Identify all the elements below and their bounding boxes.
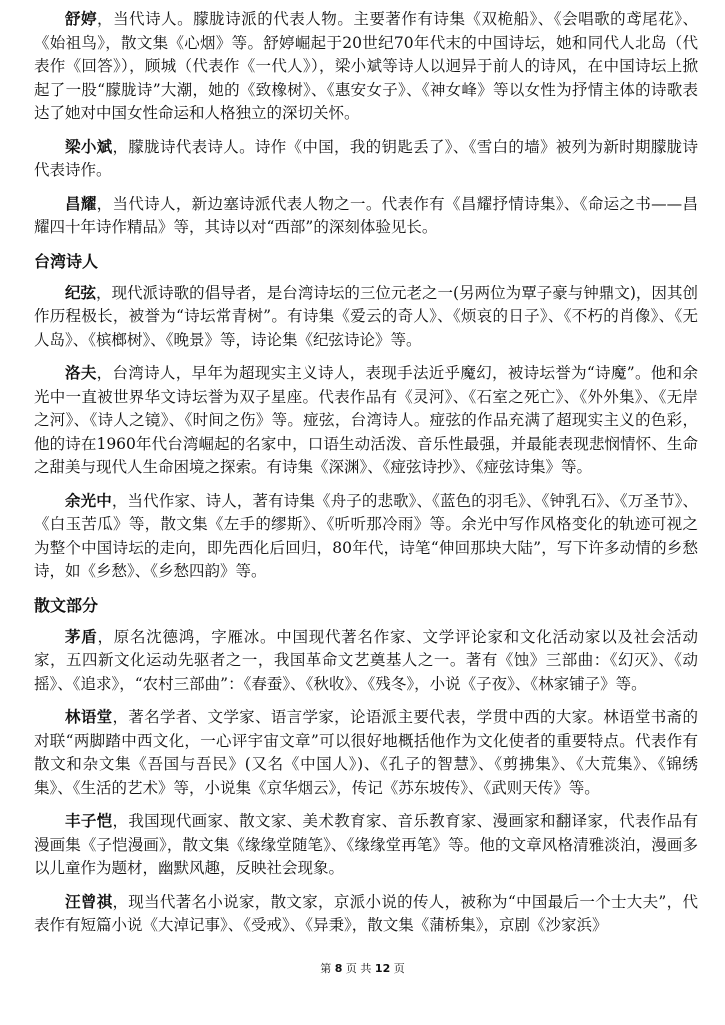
entry-name: 昌耀 xyxy=(65,194,97,213)
section-prose xyxy=(34,594,698,938)
entry-changyao xyxy=(34,193,698,240)
entry-fengzikai xyxy=(34,810,698,881)
footer-suffix: 页 xyxy=(393,962,405,975)
entry-text: ，当代诗人。朦胧诗派的代表人物。主要著作有诗集《双桅船》、《会唱歌的鸢尾花》、《始祖鸟》，散文集《心烟》等。舒婷崛起于20世纪70年代末的中国诗坛，她和同代人北岛（代表作《回答》），顾城（代表作《一代人》），梁小斌等诗人以迥异于前人的诗风，在中国诗坛上掀起了一股“朦胧诗”大潮，她的《致橡树》、《惠安女子》、《神女峰》等以女性为抒情主体的诗歌表达了她对中国女性命运和人格独立的深切关怀。 xyxy=(34,10,698,122)
entry-text: ，现代派诗歌的倡导者，是台湾诗坛的三位元老之一(另两位为覃子豪与钟鼎文)，因其创作历程极长，被誉为“诗坛常青树”。有诗集《爱云的奇人》、《烦哀的日子》、《不朽的肖像》、《无人岛》、《槟榔树》、《晚景》等，诗论集《纪弦诗论》等。 xyxy=(34,283,698,349)
footer-prefix: 第 xyxy=(320,962,332,975)
entry-text: ，现当代著名小说家，散文家，京派小说的传人，被称为“中国最后一个士大夫”，代表作有短篇小说《大淖记事》、《受戒》、《异秉》，散文集《蒲桥集》，京剧《沙家浜》 xyxy=(34,892,698,934)
entry-name: 丰子恺 xyxy=(65,812,113,830)
entry-name: 洛夫 xyxy=(65,364,97,382)
entry-text: ，当代诗人，新边塞诗派代表人物之一。代表作有《昌耀抒情诗集》、《命运之书——昌耀四十年诗作精品》等，其诗以对“西部”的深刻体验见长。 xyxy=(34,194,698,236)
entry-linyutang xyxy=(34,706,698,800)
entry-name: 舒婷 xyxy=(65,10,98,28)
entry-liangxiaobin xyxy=(34,136,698,183)
entry-name: 茅盾 xyxy=(65,627,98,646)
entry-text: ，台湾诗人，早年为超现实主义诗人，表现手法近乎魔幻，被诗坛誉为“诗魔”。他和余光中一直被世界华文诗坛誉为双子星座。代表作品有《灵河》、《石室之死亡》、《外外集》、《无岸之河》、《诗人之镜》、《时间之伤》等。痖弦，台湾诗人。痖弦的作品充满了超现实主义的色彩，他的诗在1960年代台湾崛起的名家中，口语生动活泼、音乐性最强，并最能表现悲悯情怀、生命之甜美与现代人生命困境之探索。有诗集《深渊》、《痖弦诗抄》、《痖弦诗集》等。 xyxy=(34,364,698,476)
entry-name: 纪弦 xyxy=(65,283,97,302)
entry-text: ，朦胧诗代表诗人。诗作《中国，我的钥匙丢了》、《雪白的墙》被列为新时期朦胧诗代表诗作。 xyxy=(34,137,698,179)
entry-yuguangzhong xyxy=(34,490,698,584)
document-body xyxy=(34,8,698,948)
entry-text: ，著名学者、文学家、语言学家，论语派主要代表，学贯中西的大家。林语堂书斋的对联“两脚踏中西文化，一心评宇宙文章”可以很好地概括他作为文化使者的重要特点。代表作有散文和杂文集《吾国与吾民》(又名《中国人》)、《孔子的智慧》、《剪拂集》、《大荒集》、《锦绣集》、《生活的艺术》等，小说集《京华烟云》，传记《苏东坡传》、《武则天传》等。 xyxy=(34,708,698,797)
entry-luofu xyxy=(34,362,698,480)
page-footer xyxy=(0,960,725,976)
entry-name: 汪曾祺 xyxy=(65,892,113,911)
entry-name: 梁小斌 xyxy=(65,137,113,156)
entry-shuting xyxy=(34,8,698,126)
entry-maodun xyxy=(34,626,698,697)
section-heading: 台湾诗人 xyxy=(34,251,99,271)
entry-text: ，原名沈德鸿，字雁冰。中国现代著名作家、文学评论家和文化活动家以及社会活动家，五四新文化运动先驱者之一，我国革命文艺奠基人之一。著有《蚀》三部曲：《幻灭》、《动摇》、《追求》，“农村三部曲”：《春蚕》、《秋收》、《残冬》，小说《子夜》、《林家铺子》等。 xyxy=(34,627,698,693)
entry-jixian xyxy=(34,282,698,353)
page-total: 12 xyxy=(374,962,391,975)
entry-wangzengqi xyxy=(34,891,698,938)
entry-text: ，当代作家、诗人，著有诗集《舟子的悲歌》、《蓝色的羽毛》、《钟乳石》、《万圣节》、《白玉苦瓜》等，散文集《左手的缪斯》、《听听那冷雨》等。余光中写作风格变化的轨迹可视之为整个中国诗坛的走向，即先西化后回归，80年代，诗笔“伸回那块大陆”，写下许多动情的乡愁诗，如《乡愁》、《乡愁四韵》等。 xyxy=(34,491,698,580)
section-taiwan-poets xyxy=(34,250,698,584)
page-number: 8 xyxy=(334,962,343,975)
entry-name: 余光中 xyxy=(65,491,112,510)
section-poets-mainland xyxy=(34,8,698,240)
entry-name: 林语堂 xyxy=(65,708,113,726)
entry-text: ，我国现代画家、散文家、美术教育家、音乐教育家、漫画家和翻译家，代表作品有漫画集《子恺漫画》，散文集《缘缘堂随笔》、《缘缘堂再笔》等。他的文章风格清雅淡泊，漫画多以儿童作为题材，幽默风趣，反映社会现象。 xyxy=(34,812,698,877)
section-heading: 散文部分 xyxy=(34,595,99,615)
footer-middle: 页 共 xyxy=(345,962,372,975)
